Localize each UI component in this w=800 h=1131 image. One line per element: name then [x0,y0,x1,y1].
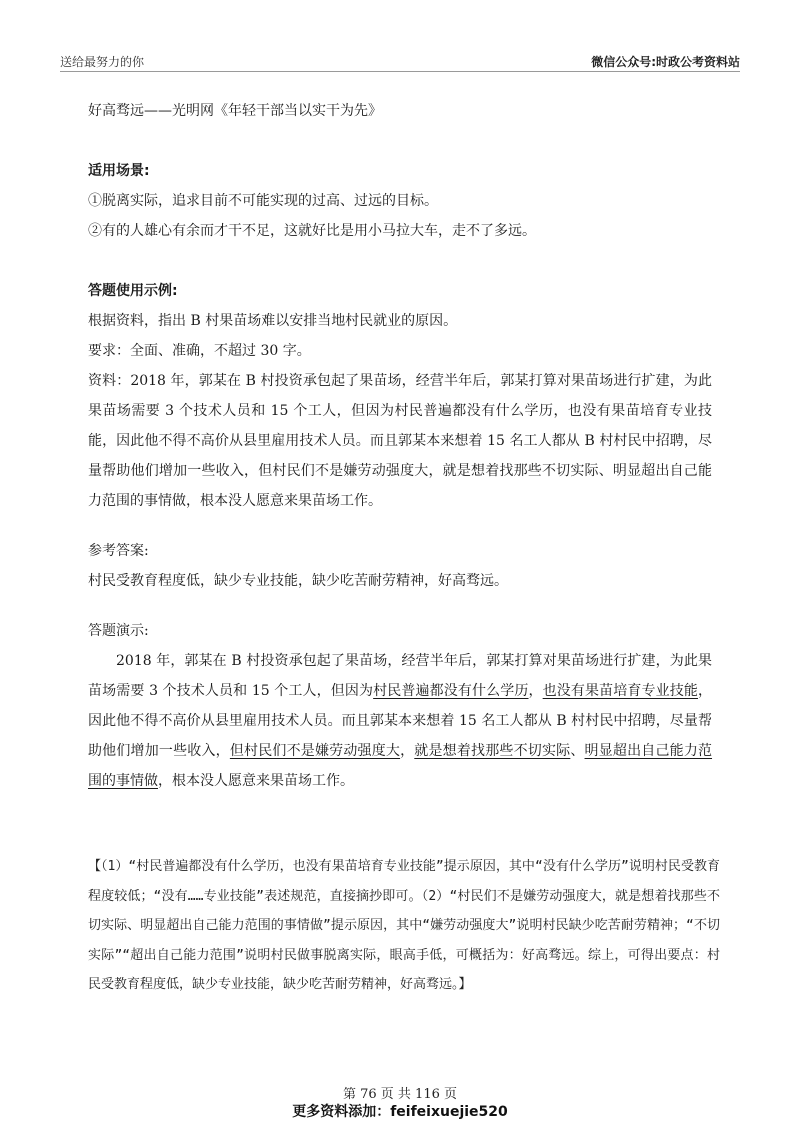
example-material: 资料：2018 年，郭某在 B 村投资承包起了果苗场，经营半年后，郭某打算对果苗场进行扩建，为此果苗场需要 3 个技术人员和 15 个工人，但因为村民普遍都没有什么学历，也没有果苗培育专业技能，因此他不得不高价从县里雇用技术人员。而且郭某本来想着 15 名工人都从 B 村村民中招聘，尽量帮助他们增加一些收入，但村民们不是嫌劳动强度大，就是想着找那些不切实际、明显超出自己能力范围的事情做，根本没人愿意来果苗场工作。 [88,373,712,509]
source-line: 好高骛远——光明网《年轻干部当以实干为先》 [88,103,382,119]
example-title: 答题使用示例: [88,283,178,299]
page-number: 第 76 页 共 116 页 [342,1087,458,1102]
analysis-paragraph: 【（1）“村民普遍都没有什么学历，也没有果苗培育专业技能”提示原因，其中“没有什么学历”说明村民受教育程度较低；“没有……专业技能”表述规范，直接摘抄即可。（2）“村民们不是嫌劳动强度大，就是想着找那些不切实际、明显超出自己能力范围的事情做”提示原因，其中“嫌劳动强度大”说明村民缺少吃苦耐劳精神；“不切实际”“超出自己能力范围”说明村民做事脱离实际，眼高手低，可概括为：好高骛远。综上，可得出要点：村民受教育程度低，缺少专业技能，缺少吃苦耐劳精神，好高骛远。】 [88,859,720,992]
underlined-phrase: 明显超出自己能力范围的事情做 [88,743,713,789]
header-slogan: 送给最努力的你 [60,55,145,69]
underlined-phrase: 也没有果苗培育专业技能 [542,683,699,699]
demo-title: 答题演示: [88,623,149,639]
page-header [60,51,740,72]
underlined-phrase: 村民普遍都没有什么学历 [373,683,529,699]
example-requirement: 要求：全面、准确，不超过 30 字。 [88,343,311,359]
reference-answer: 村民受教育程度低，缺少专业技能，缺少吃苦耐劳精神，好高骛远。 [88,573,508,589]
header-wechat-account: 微信公众号:时政公考资料站 [591,55,740,69]
demo-text: ，根本没人愿意来果苗场工作。 [158,773,354,789]
footer-contact: 更多资料添加：feifeixuejie520 [292,1104,508,1120]
reference-title: 参考答案: [88,543,149,559]
demo-text: 、 [570,743,585,759]
scenario-item-1: ①脱离实际，追求目前不可能实现的过高、过远的目标。 [88,193,438,209]
document-body [88,96,712,796]
underlined-phrase: 但村民们不是嫌劳动强度大 [229,743,401,759]
underlined-phrase: 就是想着找那些不切实际 [414,743,571,759]
demo-text: ， [528,683,543,699]
scenario-title: 适用场景: [88,163,150,179]
demo-text: ，因此他不得不高价从县里雇用技术人员。而且郭某本来想着 15 名工人都从 B 村村民中招聘，尽量帮助他们增加一些收入， [88,683,713,759]
demo-text: ， [400,743,415,759]
scenario-item-2: ②有的人雄心有余而才干不足，这就好比是用小马拉大车，走不了多远。 [88,223,536,239]
demo-text: 2018 年，郭某在 B 村投资承包起了果苗场，经营半年后，郭某打算对果苗场进行扩建，为此果苗场需要 3 个技术人员和 15 个工人，但因为 [88,653,712,699]
example-question: 根据资料，指出 B 村果苗场难以安排当地村民就业的原因。 [88,313,458,329]
demo-paragraph [88,646,712,796]
